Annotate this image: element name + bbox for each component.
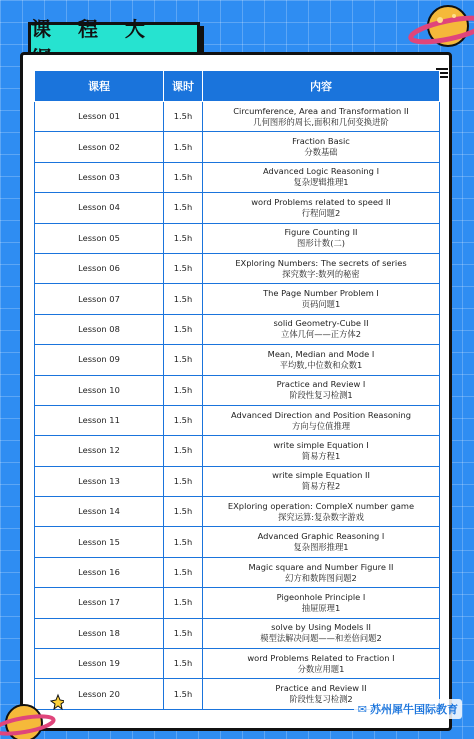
hours-cell: 1.5h: [164, 132, 203, 162]
table-row: [35, 466, 440, 496]
hours-cell: 1.5h: [164, 284, 203, 314]
content-cell: [203, 193, 440, 223]
content-english: EXploring Numbers: The secrets of series: [235, 257, 407, 268]
table-row: [35, 102, 440, 132]
content-english: Practice and Review II: [275, 683, 367, 694]
lesson-cell: Lesson 14: [35, 497, 164, 527]
lesson-cell: Lesson 12: [35, 436, 164, 466]
hours-cell: 1.5h: [164, 679, 203, 709]
content-chinese: 阶段性复习检测1: [289, 390, 353, 401]
content-english: Figure Counting II: [284, 227, 358, 238]
lesson-cell: Lesson 01: [35, 102, 164, 132]
content-chinese: 几何图形的周长,面积和几何变换进阶: [253, 116, 389, 127]
table-header-row: [35, 71, 440, 102]
content-cell: [203, 345, 440, 375]
lesson-cell: Lesson 02: [35, 132, 164, 162]
lesson-cell: Lesson 08: [35, 314, 164, 344]
hours-cell: 1.5h: [164, 345, 203, 375]
content-cell: [203, 497, 440, 527]
content-english: The Page Number Problem I: [263, 288, 379, 299]
content-cell: [203, 253, 440, 283]
brand-watermark: [354, 699, 462, 719]
table-row: [35, 162, 440, 192]
lesson-cell: Lesson 17: [35, 588, 164, 618]
hours-cell: 1.5h: [164, 162, 203, 192]
content-chinese: 抽屉原理1: [301, 602, 341, 613]
table-row: [35, 132, 440, 162]
content-chinese: 简易方程2: [301, 481, 341, 492]
hours-cell: 1.5h: [164, 466, 203, 496]
content-chinese: 方向与位值推理: [291, 420, 351, 431]
table-row: [35, 284, 440, 314]
lesson-cell: Lesson 03: [35, 162, 164, 192]
content-cell: [203, 618, 440, 648]
lesson-cell: Lesson 10: [35, 375, 164, 405]
hours-cell: 1.5h: [164, 436, 203, 466]
content-chinese: 探究数字:数列的秘密: [282, 268, 360, 279]
lesson-cell: Lesson 07: [35, 284, 164, 314]
table-row: [35, 375, 440, 405]
content-cell: [203, 557, 440, 587]
hours-cell: 1.5h: [164, 649, 203, 679]
chat-icon: ✉: [357, 702, 367, 716]
table-row: [35, 314, 440, 344]
content-chinese: 页码问题1: [301, 299, 341, 310]
table-row: [35, 405, 440, 435]
content-cell: [203, 314, 440, 344]
planet-icon: [0, 689, 64, 739]
content-cell: [203, 527, 440, 557]
lesson-cell: Lesson 20: [35, 679, 164, 709]
table-row: [35, 253, 440, 283]
hours-cell: 1.5h: [164, 253, 203, 283]
content-chinese: 图形计数(二): [297, 238, 345, 249]
content-english: Advanced Graphic Reasoning I: [257, 531, 385, 542]
lesson-cell: Lesson 05: [35, 223, 164, 253]
table-row: [35, 223, 440, 253]
hours-cell: 1.5h: [164, 527, 203, 557]
content-chinese: 行程问题2: [301, 207, 341, 218]
hours-cell: 1.5h: [164, 497, 203, 527]
content-english: solve by Using Models II: [271, 622, 371, 633]
watermark-text: 苏州犀牛国际教育: [370, 703, 458, 716]
content-english: word Problems related to speed II: [251, 196, 391, 207]
lesson-cell: Lesson 18: [35, 618, 164, 648]
lesson-cell: Lesson 06: [35, 253, 164, 283]
lesson-cell: Lesson 13: [35, 466, 164, 496]
content-chinese: 简易方程1: [301, 450, 341, 461]
table-row: [35, 436, 440, 466]
content-english: word Problems Related to Fraction I: [247, 652, 395, 663]
content-cell: [203, 223, 440, 253]
content-english: Practice and Review I: [276, 379, 366, 390]
content-cell: [203, 436, 440, 466]
table-row: [35, 649, 440, 679]
content-chinese: 分数应用题1: [297, 663, 345, 674]
content-cell: [203, 466, 440, 496]
content-chinese: 分数基础: [304, 147, 338, 158]
hours-cell: 1.5h: [164, 102, 203, 132]
hours-cell: 1.5h: [164, 618, 203, 648]
hours-cell: 1.5h: [164, 588, 203, 618]
content-chinese: 阶段性复习检测2: [289, 694, 353, 705]
content-cell: [203, 132, 440, 162]
content-english: Advanced Logic Reasoning I: [262, 166, 380, 177]
lesson-cell: Lesson 09: [35, 345, 164, 375]
table-row: [35, 527, 440, 557]
content-english: write simple Equation II: [272, 470, 370, 481]
header-lesson: 课程: [35, 71, 164, 102]
header-content: 内容: [203, 71, 440, 102]
content-english: Pigeonhole Principle I: [276, 591, 366, 602]
hours-cell: 1.5h: [164, 557, 203, 587]
content-cell: [203, 649, 440, 679]
table-row: [35, 588, 440, 618]
content-english: EXploring operation: CompleX number game: [227, 500, 415, 511]
lesson-cell: Lesson 04: [35, 193, 164, 223]
hours-cell: 1.5h: [164, 405, 203, 435]
content-chinese: 立体几何——正方体2: [281, 329, 361, 340]
table-row: [35, 345, 440, 375]
content-cell: [203, 405, 440, 435]
lesson-cell: Lesson 11: [35, 405, 164, 435]
syllabus-table: [34, 70, 440, 710]
hours-cell: 1.5h: [164, 193, 203, 223]
lesson-cell: Lesson 15: [35, 527, 164, 557]
content-chinese: 探究运算:复杂数字游戏: [278, 511, 364, 522]
content-cell: [203, 284, 440, 314]
content-chinese: 幻方和数阵图问题2: [285, 572, 357, 583]
table-row: [35, 497, 440, 527]
hours-cell: 1.5h: [164, 223, 203, 253]
content-english: Mean, Median and Mode I: [267, 348, 375, 359]
page-title: 课 程 大: [28, 22, 200, 62]
lesson-cell: Lesson 19: [35, 649, 164, 679]
lesson-cell: Lesson 16: [35, 557, 164, 587]
hours-cell: 1.5h: [164, 314, 203, 344]
content-chinese: 平均数,中位数和众数1: [279, 359, 363, 370]
content-cell: [203, 102, 440, 132]
content-cell: [203, 162, 440, 192]
table-row: [35, 618, 440, 648]
content-english: Fraction Basic: [292, 136, 350, 147]
content-english: Magic square and Number Figure II: [248, 561, 394, 572]
header-hours: 课时: [164, 71, 203, 102]
content-english: Advanced Direction and Position Reasoning: [231, 409, 411, 420]
content-chinese: 复杂图形推理1: [293, 542, 349, 553]
planet-icon: [404, 0, 474, 60]
content-cell: [203, 375, 440, 405]
content-chinese: 模型法解决问题——和差倍问题2: [260, 633, 382, 644]
table-row: [35, 193, 440, 223]
content-english: Circumference, Area and Transformation II: [233, 105, 409, 116]
table-row: [35, 557, 440, 587]
hours-cell: 1.5h: [164, 375, 203, 405]
content-english: write simple Equation I: [273, 439, 369, 450]
content-chinese: 复杂逻辑推理1: [293, 177, 349, 188]
content-english: solid Geometry-Cube II: [273, 318, 369, 329]
content-cell: [203, 588, 440, 618]
